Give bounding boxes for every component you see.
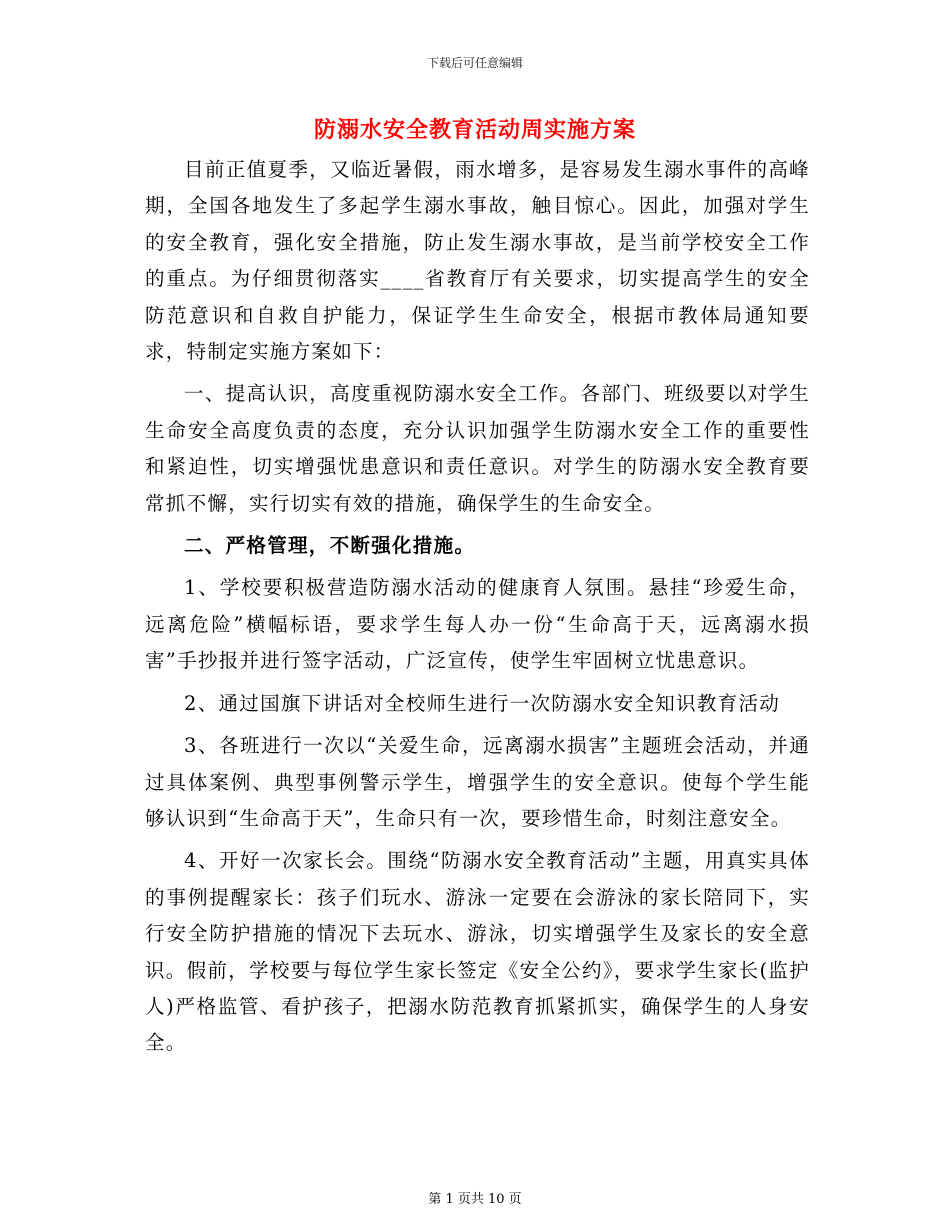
section-1-paragraph: 一、提高认识，高度重视防溺水安全工作。各部门、班级要以对学生生命安全高度负责的态度，充分认识加强学生防溺水安全工作的重要性和紧迫性，切实增强忧患意识和责任意识。对学生的防溺水安全教育要常抓不懈，实行切实有效的措施，确保学生的生命安全。 bbox=[145, 382, 810, 515]
document-body bbox=[145, 152, 810, 1068]
page-number-footer: 第 1 页共 10 页 bbox=[428, 1192, 522, 1207]
item-2-paragraph: 2、通过国旗下讲话对全校师生进行一次防溺水安全知识教育活动 bbox=[184, 691, 781, 715]
item-3-paragraph: 3、各班进行一次以“关爱生命，远离溺水损害”主题班会活动，并通过具体案例、典型事例警示学生，增强学生的安全意识。使每个学生能够认识到“生命高于天”，生命只有一次，要珍惜生命，时刻注意安全。 bbox=[145, 734, 810, 830]
page-header-note: 下载后可任意编辑 bbox=[426, 56, 523, 70]
document-title: 防溺水安全教育活动周实施方案 bbox=[313, 117, 636, 143]
intro-paragraph: 目前正值夏季，又临近暑假，雨水增多，是容易发生溺水事件的高峰期，全国各地发生了多起学生溺水事故，触目惊心。因此，加强对学生的安全教育，强化安全措施，防止发生溺水事故，是当前学校安全工作的重点。为仔细贯彻落实____省教育厅有关要求，切实提高学生的安全防范意识和自救自护能力，保证学生生命安全，根据市教体局通知要求，特制定实施方案如下： bbox=[145, 158, 810, 364]
item-4-paragraph: 4、开好一次家长会。围绕“防溺水安全教育活动”主题，用真实具体的事例提醒家长：孩子们玩水、游泳一定要在会游泳的家长陪同下，实行安全防护措施的情况下去玩水、游泳，切实增强学生及家长的安全意识。假前，学校要与每位学生家长签定《安全公约》，要求学生家长(监护人)严格监管、看护孩子，把溺水防范教育抓紧抓实，确保学生的人身安全。 bbox=[145, 849, 810, 1055]
section-2-heading: 二、严格管理，不断强化措施。 bbox=[184, 534, 476, 558]
item-1-paragraph: 1、学校要积极营造防溺水活动的健康育人氛围。悬挂“珍爱生命，远离危险”横幅标语，要求学生每人办一份“生命高于天，远离溺水损害”手抄报并进行签字活动，广泛宣传，使学生牢固树立忧患意识。 bbox=[145, 576, 810, 673]
